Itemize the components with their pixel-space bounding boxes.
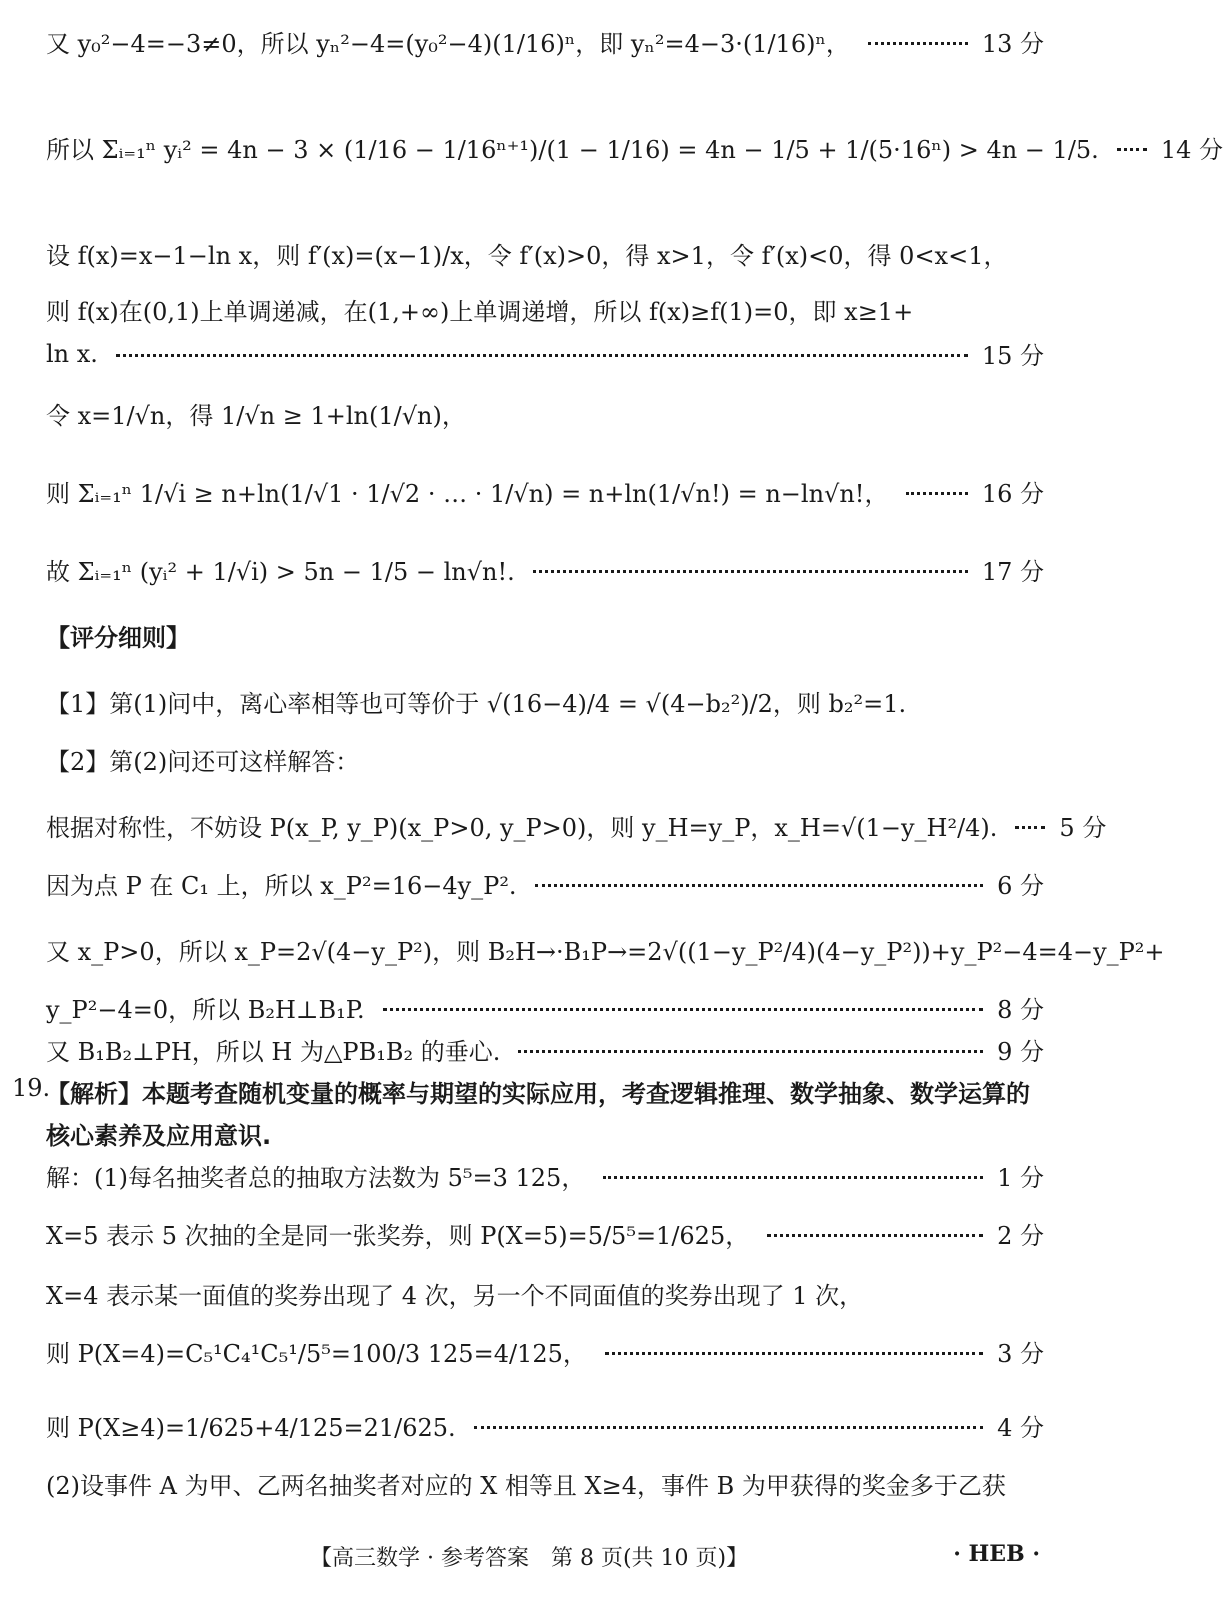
line-text: 令 x=1/√n，得 1/√n ≥ 1+ln(1/√n)， [46, 402, 466, 430]
solution-line [46, 336, 1044, 371]
line-text: 根据对称性，不妨设 P(x_P, y_P)(x_P>0, y_P>0)，则 y_H=y_P，x_H=√(1−y_H²/4). [46, 814, 998, 842]
solution-line [46, 1216, 1044, 1251]
page-footer [0, 1537, 1080, 1577]
score-label: 4 分 [997, 1414, 1044, 1442]
line-text: X=4 表示某一面值的奖券出现了 4 次，另一个不同面值的奖券出现了 1 次， [46, 1282, 864, 1310]
line-text: 【2】第(2)问还可这样解答： [46, 748, 360, 776]
score-label: 2 分 [997, 1222, 1044, 1250]
leader-dots [868, 42, 968, 45]
score-label: 14 分 [1160, 136, 1223, 164]
line-text: 又 y₀²−4=−3≠0，所以 yₙ²−4=(y₀²−4)(1/16)ⁿ，即 yₙ²=4−3·(1/16)ⁿ， [46, 30, 850, 58]
leader-dots [605, 1352, 983, 1355]
leader-dots [535, 884, 984, 887]
solution-line [46, 866, 1044, 901]
leader-dots [1015, 826, 1045, 829]
footer-brand: · HEB · [953, 1541, 1040, 1567]
leader-dots [383, 1008, 983, 1011]
score-label: 15 分 [981, 342, 1044, 370]
line-text: 则 P(X≥4)=1/625+4/125=21/625. [46, 1414, 456, 1442]
leader-dots [767, 1234, 983, 1237]
solution-line [46, 24, 1044, 59]
solution-line [46, 990, 1044, 1025]
score-label: 9 分 [997, 1038, 1044, 1066]
analysis-heading: 【解析】本题考查随机变量的概率与期望的实际应用，考查逻辑推理、数学抽象、数学运算的 [46, 1080, 1030, 1108]
solution-line [46, 552, 1044, 587]
leader-dots [906, 492, 967, 495]
line-text: 则 P(X=4)=C₅¹C₄¹C₅¹/5⁵=100/3 125=4/125， [46, 1340, 587, 1368]
section-heading: 【评分细则】 [46, 624, 190, 652]
solution-line [46, 1408, 1044, 1443]
solution-line [46, 1334, 1044, 1369]
solution-line [46, 130, 1223, 165]
score-label: 8 分 [997, 996, 1044, 1024]
solution-line [46, 808, 1107, 843]
score-label: 5 分 [1059, 814, 1107, 842]
leader-dots [474, 1426, 983, 1429]
leader-dots [603, 1176, 983, 1179]
score-label: 16 分 [981, 480, 1044, 508]
solution-line [46, 474, 1044, 509]
score-label: 3 分 [997, 1340, 1044, 1368]
score-label: 17 分 [981, 558, 1044, 586]
analysis-heading-cont: 核心素养及应用意识. [46, 1122, 272, 1150]
line-text: 解：(1)每名抽奖者总的抽取方法数为 5⁵=3 125， [46, 1164, 586, 1192]
solution-line [46, 1032, 1044, 1067]
score-label: 1 分 [997, 1164, 1044, 1192]
line-text: ln x. [46, 339, 98, 368]
line-text: 故 Σᵢ₌₁ⁿ (yᵢ² + 1/√i) > 5n − 1/5 − ln√n!. [46, 558, 515, 586]
line-text: 又 x_P>0，所以 x_P=2√(4−y_P²)，则 B₂H→·B₁P→=2√((1−y_P²/4)(4−y_P²))+y_P²−4=4−y_P²+ [46, 938, 1165, 966]
leader-dots [1117, 148, 1147, 151]
score-label: 13 分 [981, 30, 1044, 58]
line-text: 又 B₁B₂⊥PH，所以 H 为△PB₁B₂ 的垂心. [46, 1038, 501, 1066]
line-text: X=5 表示 5 次抽的全是同一张奖券，则 P(X=5)=5/5⁵=1/625， [46, 1222, 750, 1250]
leader-dots [518, 1050, 983, 1053]
line-text: 设 f(x)=x−1−ln x，则 f′(x)=(x−1)/x，令 f′(x)>0，得 x>1，令 f′(x)<0，得 0<x<1， [46, 242, 1008, 270]
line-text: (2)设事件 A 为甲、乙两名抽奖者对应的 X 相等且 X≥4，事件 B 为甲获得的奖金多于乙获 [46, 1472, 1006, 1500]
footer-page-info: 【高三数学 · 参考答案 第 8 页(共 10 页)】 [310, 1546, 749, 1571]
line-text: 【1】第(1)问中，离心率相等也可等价于 √(16−4)/4 = √(4−b₂²)/2，则 b₂²=1. [46, 690, 907, 718]
leader-dots [116, 354, 968, 357]
line-text: 所以 Σᵢ₌₁ⁿ yᵢ² = 4n − 3 × (1/16 − 1/16ⁿ⁺¹)/(1 − 1/16) = 4n − 1/5 + 1/(5·16ⁿ) > 4n − 1/5. [46, 136, 1099, 164]
question-number: 19. [12, 1074, 51, 1102]
solution-line [46, 1158, 1044, 1193]
score-label: 6 分 [997, 872, 1044, 900]
leader-dots [533, 570, 968, 573]
line-text: 因为点 P 在 C₁ 上，所以 x_P²=16−4y_P². [46, 872, 517, 900]
line-text: y_P²−4=0，所以 B₂H⊥B₁P. [46, 996, 365, 1024]
line-text: 则 Σᵢ₌₁ⁿ 1/√i ≥ n+ln(1/√1 · 1/√2 · … · 1/√n) = n+ln(1/√n!) = n−ln√n!， [46, 480, 889, 508]
line-text: 则 f(x)在(0,1)上单调递减，在(1,+∞)上单调递增，所以 f(x)≥f(1)=0，即 x≥1+ [46, 298, 914, 326]
